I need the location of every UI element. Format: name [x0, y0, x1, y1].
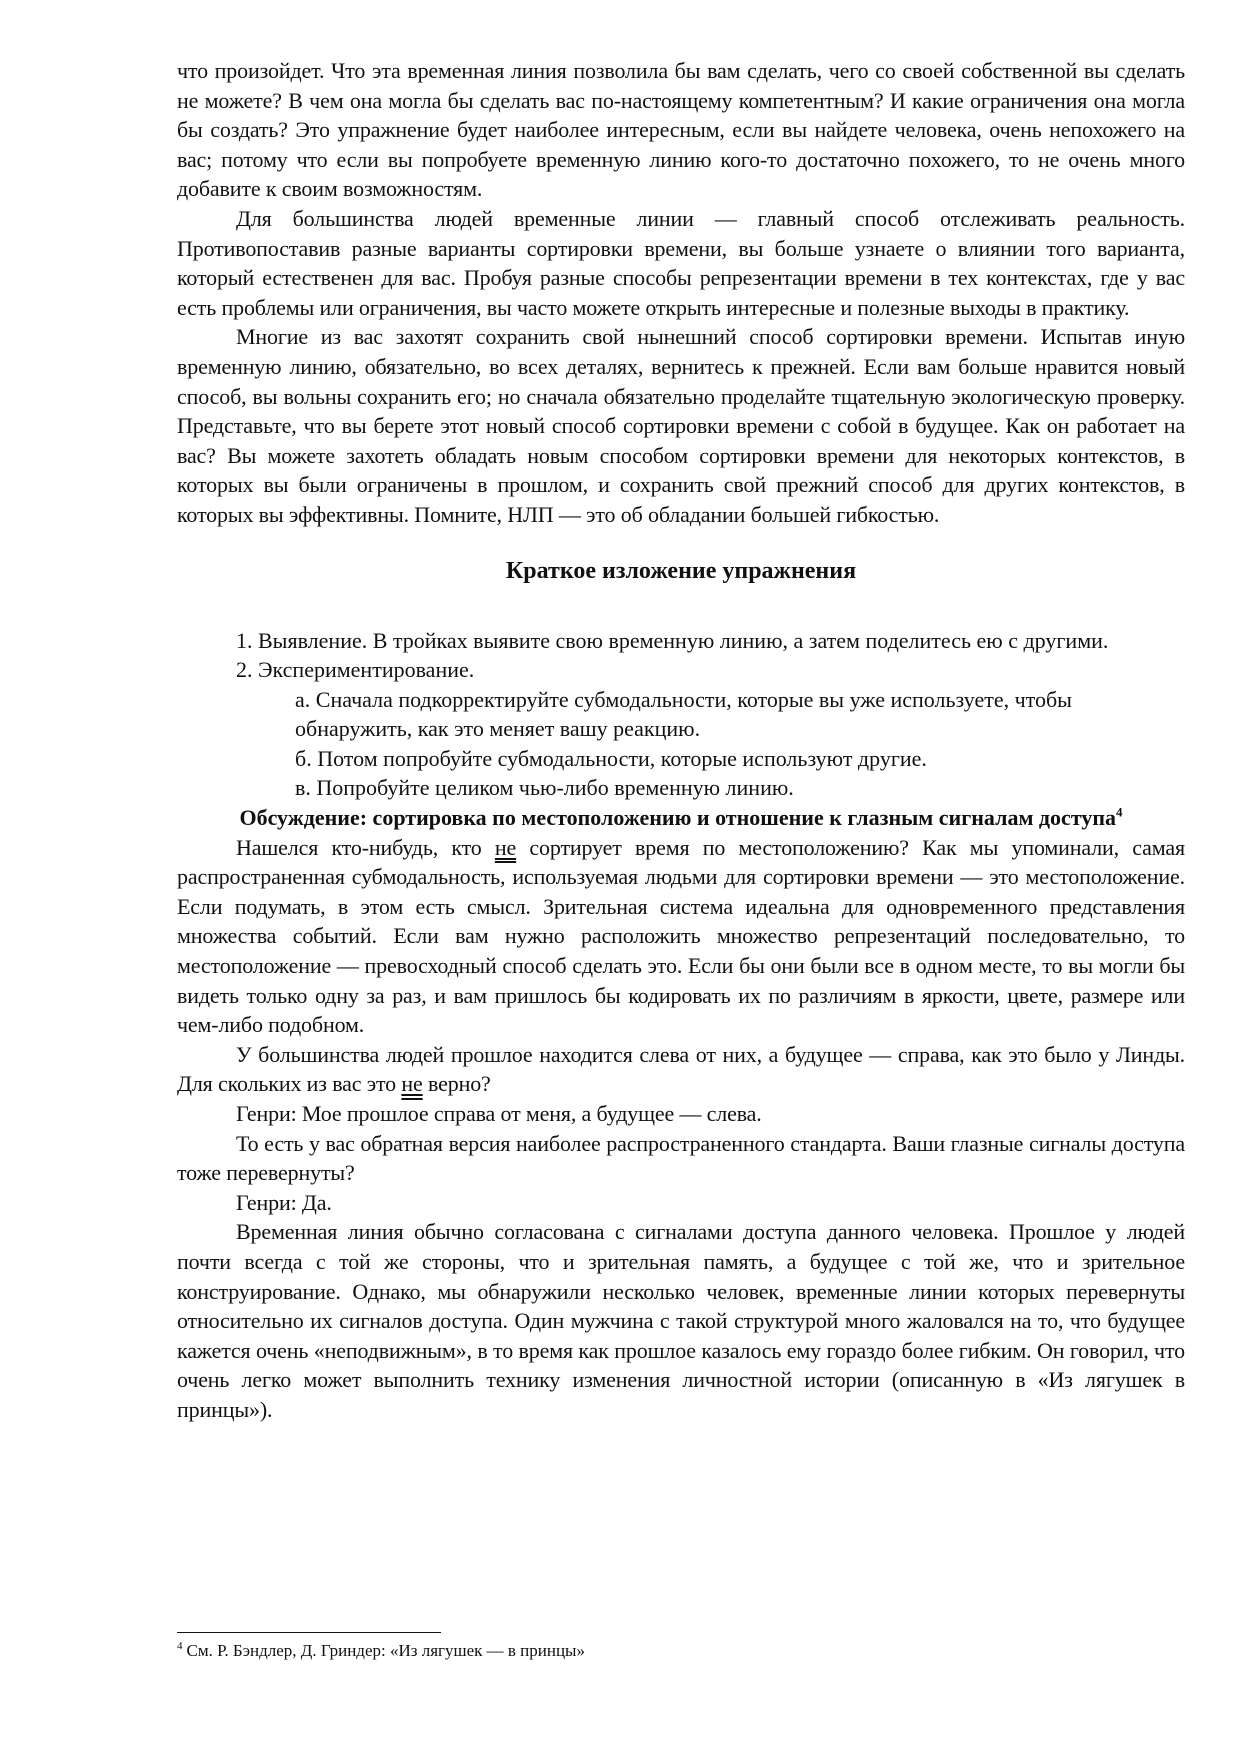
emphasis-underlined: не	[494, 834, 517, 860]
footnote	[177, 1640, 585, 1662]
discussion-title-text: Обсуждение: сортировка по местоположению и отношение к глазным сигналам доступа	[239, 805, 1117, 831]
text-run: верно?	[422, 1071, 491, 1097]
summary-subitem-a: а. Сначала подкорректируйте субмодальности, которые вы уже используете, чтобы обнаружить, как это меняет вашу реакцию.	[295, 686, 1072, 742]
summary-item-2: 2. Экспериментирование.	[236, 657, 475, 683]
emphasis-underlined: не	[401, 1071, 423, 1097]
section-title-summary: Краткое изложение упражнения	[505, 557, 857, 584]
text-run: У большинства людей прошлое находится слева от них, а будущее — справа, как это было у Линды. Для скольких из вас это	[177, 1041, 1185, 1097]
dialogue-henry-2: Генри: Да.	[236, 1189, 332, 1215]
footnote-divider	[177, 1632, 441, 1633]
paragraph-continued: что произойдет. Что эта временная линия позволила бы вам сделать, чего со своей собственной вы сделать не можете? В чем она могла бы сделать вас по-настоящему компетентным? И какие ограничения она могла бы создать? Это упражнение будет наиболее интересным, если вы найдете человека, очень непохожего на вас; потому что если вы попробуете временную линию кого-то достаточно похожего, то не очень много добавите к своим возможностям.	[177, 58, 1185, 202]
dialogue-henry-1: Генри: Мое прошлое справа от меня, а будущее — слева.	[236, 1101, 762, 1126]
summary-item-1: 1. Выявление. В тройках выявите свою временную линию, а затем поделитесь ею с другими.	[236, 627, 1109, 653]
text-run: сортирует время по местоположению? Как мы упоминали, самая распространенная субмодальность, используемая людьми для сортировки времени — это местоположение. Если подумать, в этом есть смысл. Зрительная система идеальна для одновременного представления множества событий. Если вам нужно расположить множество репрезентаций последовательно, то местоположение — превосходный способ сделать это. Если бы они были все в одном месте, то вы могли бы видеть только одну за раз, и вам пришлось бы кодировать их по различиям в яркости, цвете, размере или чем-либо подобном.	[177, 834, 1185, 1038]
text-run: Нашелся кто-нибудь, кто	[236, 834, 495, 860]
summary-subitem-c: в. Попробуйте целиком чью-либо временную линию.	[295, 775, 794, 801]
paragraph-location-sorting	[177, 833, 1185, 1040]
paragraph-left-right	[177, 1040, 1185, 1099]
paragraph-access-cues: Временная линия обычно согласована с сигналами доступа данного человека. Прошлое у людей почти всегда с той же стороны, что и зрительная память, а будущее с той же, что и зрительное конструирование. Однако, мы обнаружили несколько человек, временные линии которых перевернуты относительно их сигналов доступа. Один мужчина с такой структурой много жаловался на то, что будущее кажется очень «неподвижным», в то время как прошлое казалось ему гораздо более гибким. Он говорил, что очень легко может выполнить технику изменения личностной истории (описанную в «Из лягушек в принцы»).	[177, 1219, 1185, 1422]
paragraph-timelines: Для большинства людей временные линии — главный способ отслеживать реальность. Противопоставив разные варианты сортировки времени, вы больше узнаете о влиянии того варианта, который естественен для вас. Пробуя разные способы репрезентации времени в тех контекстах, где у вас есть проблемы или ограничения, вы часто можете открыть интересные и полезные выходы в практику.	[177, 205, 1185, 320]
footnote-text: См. Р. Бэндлер, Д. Гриндер: «Из лягушек — в принцы»	[186, 1641, 585, 1660]
paragraph-keep-method: Многие из вас захотят сохранить свой нынешний способ сортировки времени. Испытав иную временную линию, обязательно, во всех деталях, вернитесь к прежней. Если вам больше нравится новый способ, вы вольны сохранить его; но сначала обязательно проделайте тщательную экологическую проверку. Представьте, что вы берете этот новый способ сортировки времени с собой в будущее. Как он работает на вас? Вы можете захотеть обладать новым способом сортировки времени для некоторых контекстов, в которых вы были ограничены в прошлом, и сохранить свой прежний способ для других контекстов, в которых вы эффективны. Помните, НЛП — это об обладании большей гибкостью.	[177, 324, 1185, 527]
page-body	[177, 56, 1185, 1425]
footnote-reference[interactable]: 4	[1116, 804, 1123, 820]
section-title-discussion	[177, 803, 1185, 833]
paragraph-reverse-version: То есть у вас обратная версия наиболее распространенного стандарта. Ваши глазные сигналы доступа тоже перевернуты?	[177, 1130, 1185, 1186]
footnote-number: 4	[177, 1640, 183, 1653]
summary-subitem-b: б. Потом попробуйте субмодальности, которые используют другие.	[295, 745, 927, 771]
